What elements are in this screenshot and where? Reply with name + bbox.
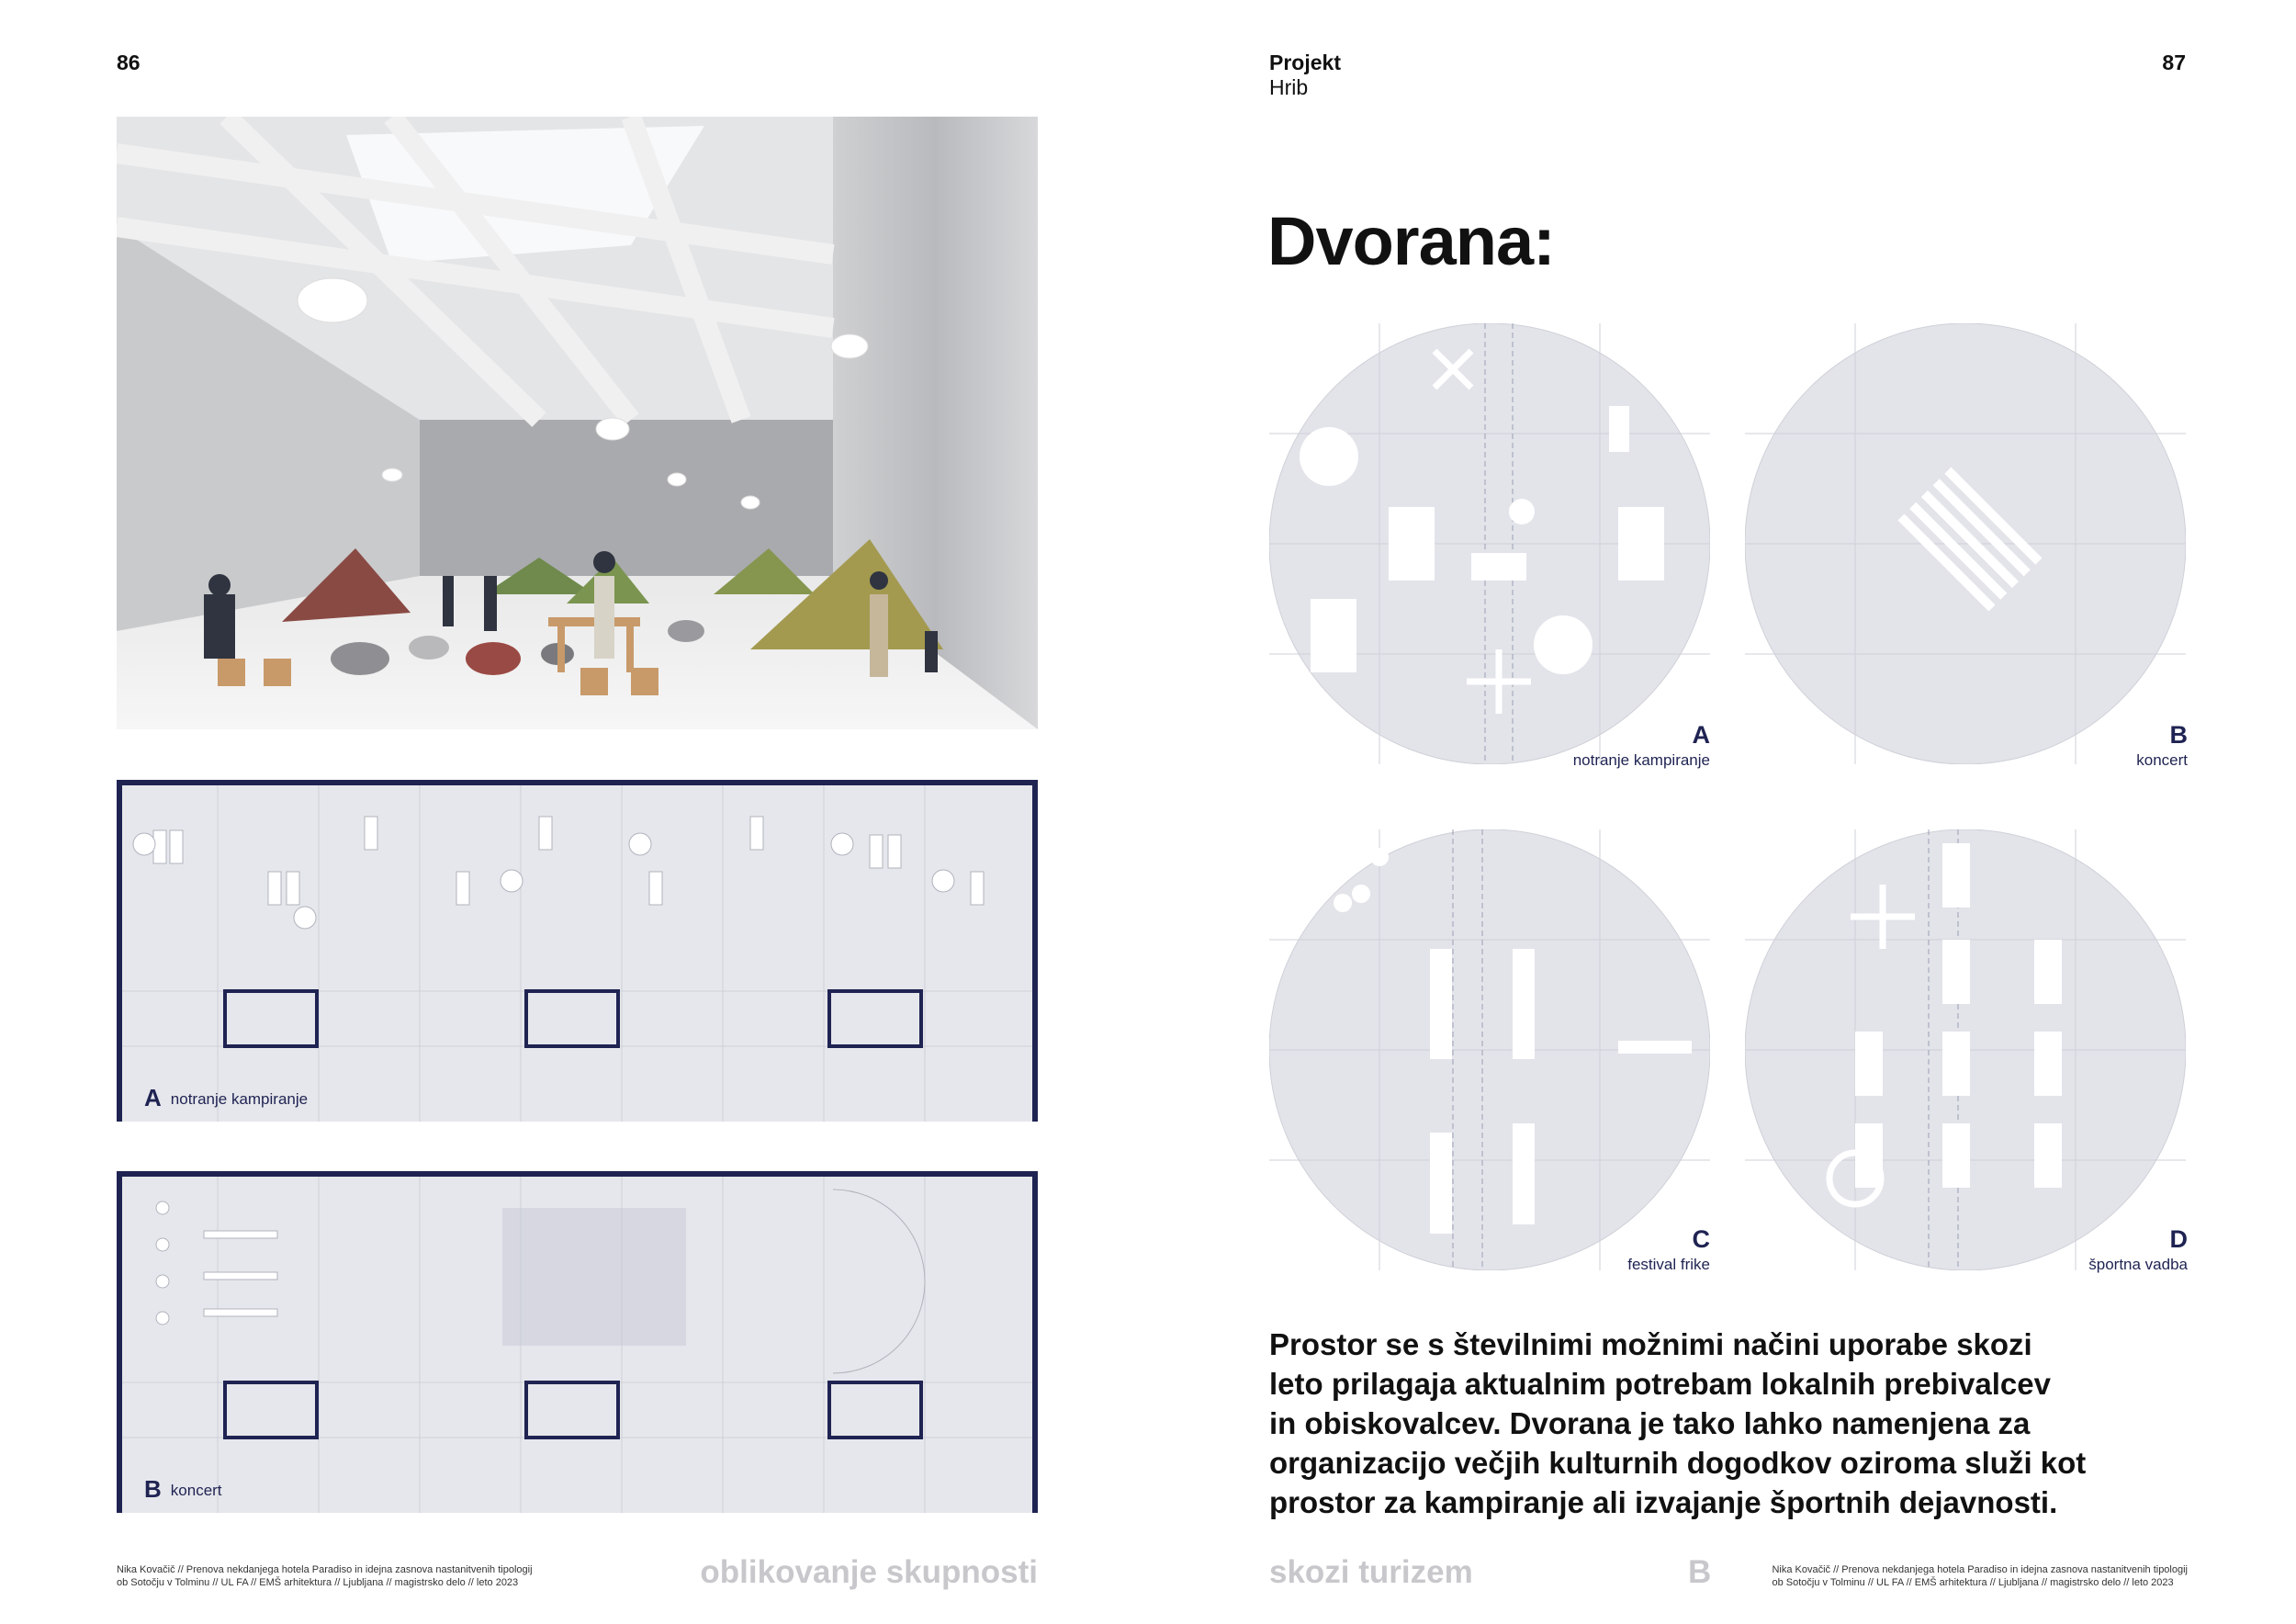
circle-b-label xyxy=(2136,721,2188,770)
footer-credits-right-line1: Nika Kovačič // Prenova nekdanjega hotela Paradiso in idejna zasnova nastanitvenih tipologij xyxy=(1772,1564,2188,1575)
footer-credits-right-line2: ob Sotočju v Tolminu // UL FA // EMŠ arhitektura // Ljubljana // magistrsko delo // leto 2023 xyxy=(1772,1577,2174,1588)
plan-b-label xyxy=(144,1475,222,1504)
paragraph-line-4: organizacijo večjih kulturnih dogodkov oziroma služi kot xyxy=(1269,1446,2087,1480)
footer-credits-right xyxy=(1772,1563,2188,1589)
page-number-left: 86 xyxy=(117,51,141,74)
page-heading: Dvorana: xyxy=(1267,203,1555,279)
paragraph-line-1: Prostor se s številnimi možnimi načini uporabe skozi xyxy=(1269,1327,2032,1361)
circle-plan-b xyxy=(1745,323,2186,764)
plan-a-floorplan xyxy=(117,780,1038,1122)
circle-c-caption: festival frike xyxy=(1627,1256,1710,1273)
header-title: Projekt xyxy=(1269,51,1341,74)
body-paragraph xyxy=(1269,1325,2086,1522)
circle-plan-c xyxy=(1269,829,1710,1270)
paragraph-line-2: leto prilagaja aktualnim potrebam lokalnih prebivalcev xyxy=(1269,1367,2051,1401)
circle-d-letter: D xyxy=(2169,1225,2188,1253)
plan-b-letter: B xyxy=(144,1475,162,1503)
circle-a-label xyxy=(1573,721,1710,770)
interior-render-image xyxy=(117,117,1038,729)
page-number-right: 87 xyxy=(2162,51,2186,74)
circle-a-caption: notranje kampiranje xyxy=(1572,751,1710,769)
header-subtitle: Hrib xyxy=(1269,75,1309,99)
plan-a-label xyxy=(144,1084,308,1112)
circle-b-letter: B xyxy=(2169,721,2188,749)
paragraph-line-3: in obiskovalcev. Dvorana je tako lahko namenjena za xyxy=(1269,1406,2031,1440)
footer-credits-left-line2: ob Sotočju v Tolminu // UL FA // EMŠ arhitektura // Ljubljana // magistrsko delo // leto 2023 xyxy=(117,1577,519,1588)
running-header xyxy=(1269,51,1341,100)
circle-plan-a xyxy=(1269,323,1710,764)
circle-a-letter: A xyxy=(1692,721,1710,749)
circle-plan-d xyxy=(1745,829,2186,1270)
plan-a-letter: A xyxy=(144,1084,162,1111)
plan-b-caption: koncert xyxy=(170,1482,222,1499)
circle-c-label xyxy=(1627,1225,1710,1274)
footer-credits-left-line1: Nika Kovačič // Prenova nekdanjega hotela Paradiso in idejna zasnova nastanitvenih tipologij xyxy=(117,1564,533,1575)
footer-section-letter: B xyxy=(1688,1554,1712,1590)
circle-d-caption: športna vadba xyxy=(2088,1256,2188,1273)
paragraph-line-5: prostor za kampiranje ali izvajanje športnih dejavnosti. xyxy=(1269,1485,2058,1519)
circle-b-caption: koncert xyxy=(2136,751,2188,769)
plan-a-caption: notranje kampiranje xyxy=(170,1090,309,1108)
circle-d-label xyxy=(2088,1225,2188,1274)
footer-title-right: skozi turizem xyxy=(1269,1554,1473,1590)
plan-b-floorplan xyxy=(117,1171,1038,1513)
circle-c-letter: C xyxy=(1692,1225,1710,1253)
footer-title-left: oblikovanje skupnosti xyxy=(700,1554,1038,1590)
footer-credits-left xyxy=(117,1563,533,1589)
